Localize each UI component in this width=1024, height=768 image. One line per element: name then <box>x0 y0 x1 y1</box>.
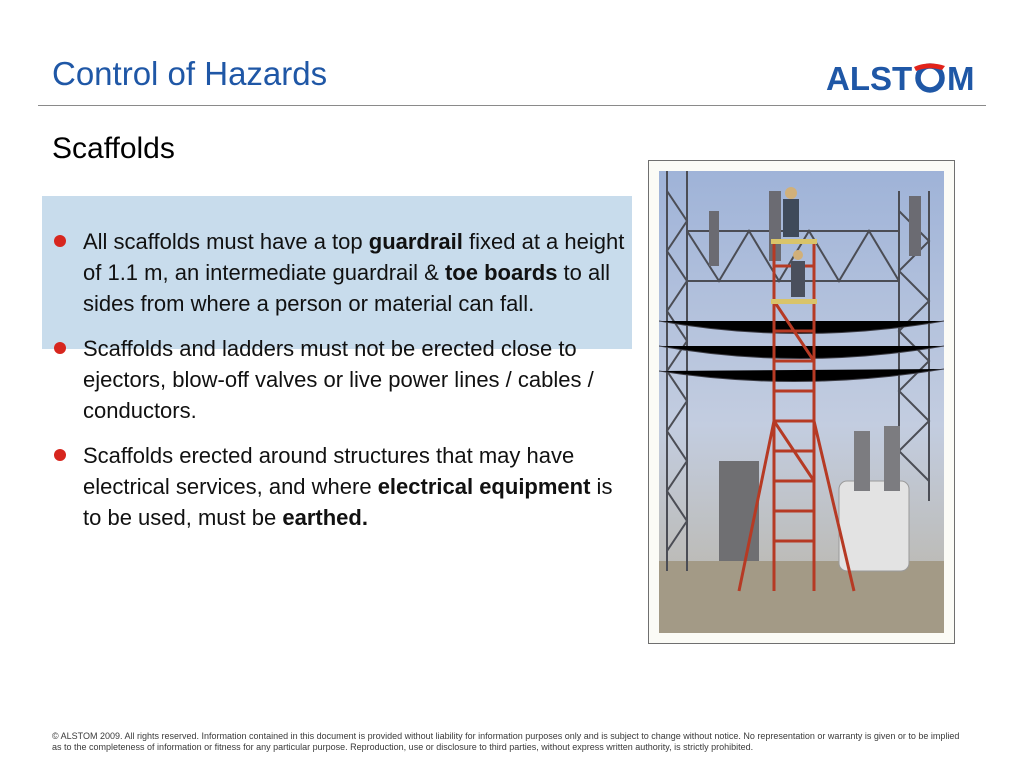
svg-text:ALST: ALST <box>826 60 913 97</box>
slide-title: Control of Hazards <box>52 55 328 92</box>
bullet-dot-icon <box>54 342 66 354</box>
bullet-text: All scaffolds must have a top <box>83 229 369 254</box>
header-divider <box>38 105 986 106</box>
bullet-text: is to be used, must be <box>83 474 613 530</box>
scaffold-photo <box>659 171 944 633</box>
bullet-list <box>52 226 632 547</box>
bullet-dot-icon <box>54 449 66 461</box>
bullet-text: to all sides from where a person or material can fall. <box>83 260 611 316</box>
scaffold-photo-frame <box>648 160 955 644</box>
bullet-item-clearance <box>52 333 632 426</box>
section-subtitle: Scaffolds <box>52 132 175 165</box>
copyright-footer: © ALSTOM 2009. All rights reserved. Information contained in this document is provided without liability for information purposes only and is subject to change without notice. No representation or warranty is given or to be implied as to the completeness of information or fitness for any particular purpose. Reproduction, use or disclosure to third parties, without express written authority, is strictly prohibited. <box>52 731 960 752</box>
bold-term-toe-boards: toe boards <box>444 260 558 285</box>
svg-text:M: M <box>947 60 975 97</box>
bullet-text: fixed at a height of 1.1 m, an intermediate guardrail & <box>83 229 625 285</box>
bullet-text: Scaffolds erected around structures that may have electrical services, and where <box>83 443 575 499</box>
alstom-logo <box>824 57 990 99</box>
bold-term-earthed: earthed. <box>282 505 368 530</box>
bold-term-electrical-equipment: electrical equipment <box>377 474 591 499</box>
bullet-dot-icon <box>54 235 66 247</box>
bullet-text: Scaffolds and ladders must not be erected close to ejectors, blow-off valves or live power lines / cables / conductors. <box>83 336 594 423</box>
bullet-item-guardrail <box>52 226 632 319</box>
bullet-item-earthing <box>52 440 632 533</box>
bold-term-guardrail: guardrail <box>368 229 463 254</box>
